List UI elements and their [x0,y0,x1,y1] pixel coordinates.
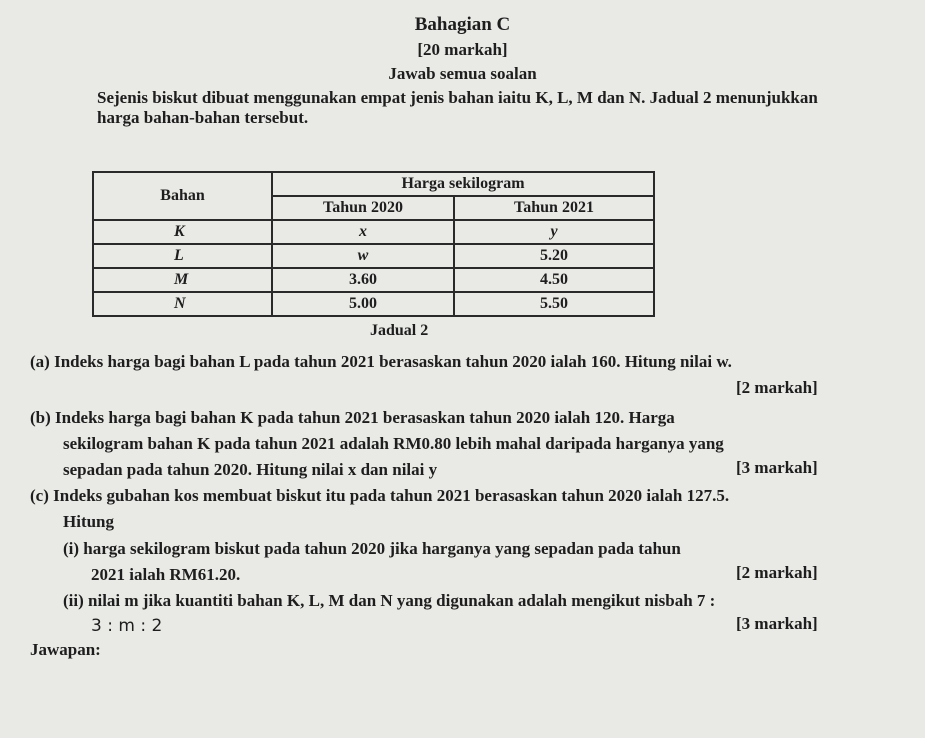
header-2020: Tahun 2020 [272,196,454,220]
question-ci-line1: (i) harga sekilogram biskut pada tahun 2020 jika harganya yang sepadan pada tahun [63,539,681,558]
question-a-marks: [2 markah] [736,378,818,397]
table-row [93,244,654,268]
question-b-line3: sepadan pada tahun 2020. Hitung nilai x dan nilai y [63,460,438,479]
question-cii-marks: [3 markah] [736,614,818,633]
answer-label: Jawapan: [30,640,101,659]
section-marks: [20 markah] [417,40,508,59]
question-cii-line1: (ii) nilai m jika kuantiti bahan K, L, M dan N yang digunakan adalah mengikut nisbah 7 : [63,591,716,610]
question-b-line2: sekilogram bahan K pada tahun 2021 adalah RM0.80 lebih mahal daripada harganya yang [63,434,724,453]
table-row [93,292,654,316]
question-a: (a) Indeks harga bagi bahan L pada tahun 2021 berasaskan tahun 2020 ialah 160. Hitung nilai w. [30,352,732,371]
cell-2020: 3.60 [272,268,454,292]
cell-item: L [93,244,272,268]
cell-2021: 5.20 [454,244,654,268]
cell-2020: x [272,220,454,244]
section-instruction: Jawab semua soalan [388,64,537,83]
header-price: Harga sekilogram [272,172,654,196]
question-b-line1: (b) Indeks harga bagi bahan K pada tahun 2021 berasaskan tahun 2020 ialah 120. Harga [30,408,675,427]
table-row [93,220,654,244]
cell-2021: 5.50 [454,292,654,316]
question-cii-line2: 3 : m : 2 [91,616,163,636]
cell-2020: 5.00 [272,292,454,316]
question-ci-marks: [2 markah] [736,563,818,582]
question-ci-line2: 2021 ialah RM61.20. [91,565,241,584]
question-c-line2: Hitung [63,512,115,531]
question-b-marks: [3 markah] [736,458,818,477]
table-caption: Jadual 2 [370,322,429,339]
price-table [92,171,655,317]
question-c-line1: (c) Indeks gubahan kos membuat biskut itu pada tahun 2021 berasaskan tahun 2020 ialah 127.5. [30,486,730,505]
cell-2021: y [454,220,654,244]
cell-2021: 4.50 [454,268,654,292]
cell-2020: w [272,244,454,268]
cell-item: N [93,292,272,316]
intro-text: Sejenis biskut dibuat menggunakan empat jenis bahan iaitu K, L, M dan N. Jadual 2 menunjukkan harga bahan-bahan tersebut. [97,88,818,127]
cell-item: M [93,268,272,292]
header-item: Bahan [93,172,272,220]
header-2021: Tahun 2021 [454,196,654,220]
table-row [93,268,654,292]
section-title: Bahagian C [414,14,511,35]
cell-item: K [93,220,272,244]
